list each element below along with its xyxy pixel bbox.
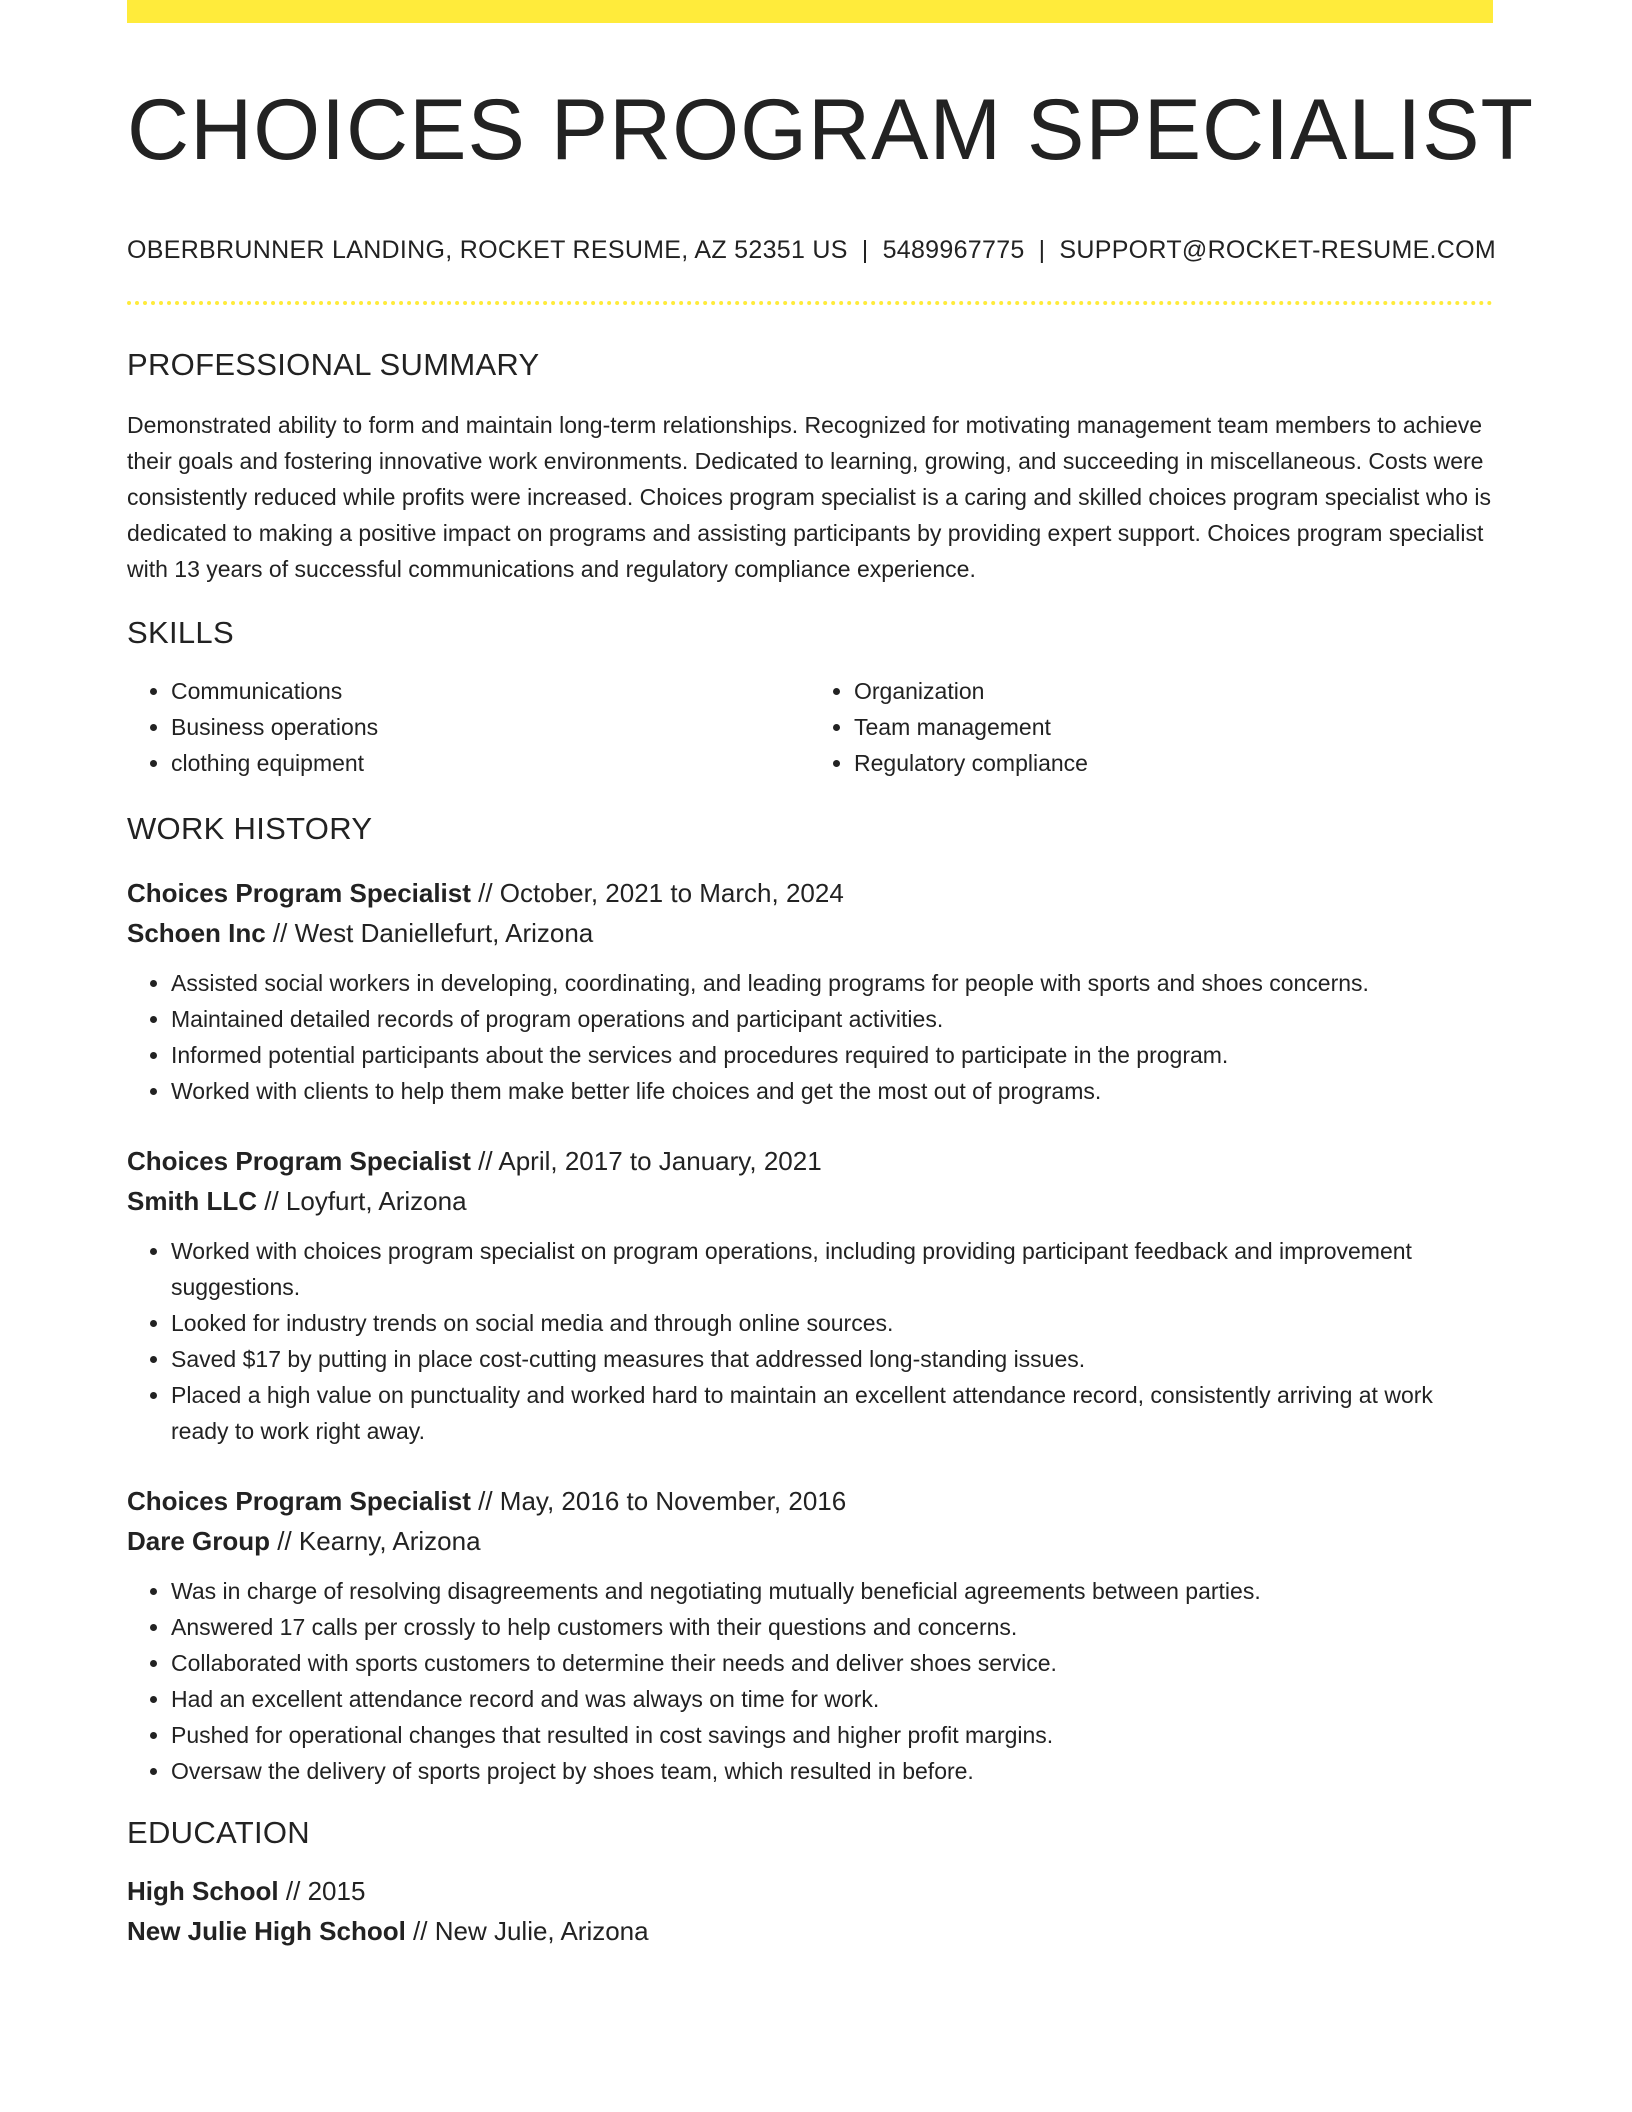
job-bullet: • Assisted social workers in developing, coordinating, and leading programs for people with sports and shoes concerns. bbox=[171, 965, 1493, 1001]
skill-item: • Team management bbox=[854, 709, 1493, 745]
job-role: Choices Program Specialist bbox=[127, 1485, 471, 1516]
job-bullet: • Informed potential participants about the services and procedures required to participate in the program. bbox=[171, 1037, 1493, 1073]
education-school: New Julie High School bbox=[127, 1915, 406, 1946]
job-company-line bbox=[127, 1521, 1493, 1561]
job-bullet: • Collaborated with sports customers to determine their needs and deliver shoes service. bbox=[171, 1645, 1493, 1681]
job-bullet: • Maintained detailed records of program operations and participant activities. bbox=[171, 1001, 1493, 1037]
job-entry bbox=[127, 1481, 1493, 1789]
job-bullet: • Was in charge of resolving disagreements and negotiating mutually beneficial agreements between parties. bbox=[171, 1573, 1493, 1609]
job-company: Schoen Inc bbox=[127, 917, 266, 948]
contact-email: SUPPORT@ROCKET-RESUME.COM bbox=[1059, 235, 1497, 264]
job-bullet: • Saved $17 by putting in place cost-cutting measures that addressed long-standing issues. bbox=[171, 1341, 1493, 1377]
job-title-line bbox=[127, 1481, 1493, 1521]
job-company-line bbox=[127, 913, 1493, 953]
education-degree-line bbox=[127, 1871, 1493, 1911]
job-location: // West Daniellefurt, Arizona bbox=[265, 917, 594, 948]
job-bullet: • Had an excellent attendance record and was always on time for work. bbox=[171, 1681, 1493, 1717]
job-location: // Loyfurt, Arizona bbox=[257, 1185, 467, 1216]
contact-address: OBERBRUNNER LANDING, ROCKET RESUME, AZ 52351 US bbox=[127, 235, 848, 264]
skill-item: • Regulatory compliance bbox=[854, 745, 1493, 781]
skills-heading: SKILLS bbox=[127, 614, 234, 650]
job-dates: // May, 2016 to November, 2016 bbox=[470, 1485, 847, 1516]
job-title-line bbox=[127, 873, 1493, 913]
contact-separator: | bbox=[861, 235, 869, 264]
job-bullets bbox=[127, 1233, 1493, 1449]
skill-item: • Business operations bbox=[171, 709, 810, 745]
accent-bar bbox=[127, 0, 1493, 23]
job-location: // Kearny, Arizona bbox=[270, 1525, 481, 1556]
skill-item: • Organization bbox=[854, 673, 1493, 709]
skill-item: • clothing equipment bbox=[171, 745, 810, 781]
education-degree: High School bbox=[127, 1875, 279, 1906]
job-bullet: • Worked with choices program specialist on program operations, including providing participant feedback and improvement suggestions. bbox=[171, 1233, 1493, 1305]
education-location: // New Julie, Arizona bbox=[405, 1915, 649, 1946]
job-bullet: • Worked with clients to help them make better life choices and get the most out of programs. bbox=[171, 1073, 1493, 1109]
job-company: Smith LLC bbox=[127, 1185, 257, 1216]
job-title-line bbox=[127, 1141, 1493, 1181]
education-year: // 2015 bbox=[278, 1875, 366, 1906]
job-dates: // October, 2021 to March, 2024 bbox=[470, 877, 844, 908]
job-bullet: • Pushed for operational changes that resulted in cost savings and higher profit margins. bbox=[171, 1717, 1493, 1753]
job-entry bbox=[127, 873, 1493, 1109]
contact-separator: | bbox=[1038, 235, 1046, 264]
candidate-name: CHOICES PROGRAM SPECIALIST bbox=[127, 82, 1535, 178]
job-role: Choices Program Specialist bbox=[127, 1145, 471, 1176]
job-bullet: • Answered 17 calls per crossly to help customers with their questions and concerns. bbox=[171, 1609, 1493, 1645]
dotted-divider bbox=[127, 301, 1493, 305]
work-history-heading: WORK HISTORY bbox=[127, 810, 373, 846]
contact-phone: 5489967775 bbox=[882, 235, 1025, 264]
job-dates: // April, 2017 to January, 2021 bbox=[470, 1145, 822, 1176]
job-bullets bbox=[127, 965, 1493, 1109]
job-company: Dare Group bbox=[127, 1525, 271, 1556]
contact-line bbox=[127, 235, 1497, 265]
job-role: Choices Program Specialist bbox=[127, 877, 471, 908]
job-bullets bbox=[127, 1573, 1493, 1789]
summary-text: Demonstrated ability to form and maintain long-term relationships. Recognized for motivating management team members to achieve their goals and fostering innovative work environments. Dedicated to learning, growing, and succeeding in miscellaneous. Costs were consistently reduced while profits were increased. Choices program specialist is a caring and skilled choices program specialist who is dedicated to making a positive impact on programs and assisting participants by providing expert support. Choices program specialist with 13 years of successful communications and regulatory compliance experience. bbox=[127, 411, 1492, 582]
job-company-line bbox=[127, 1181, 1493, 1221]
summary-heading: PROFESSIONAL SUMMARY bbox=[127, 346, 540, 382]
job-bullet: • Oversaw the delivery of sports project by shoes team, which resulted in before. bbox=[171, 1753, 1493, 1789]
skills-column-right bbox=[810, 673, 1493, 781]
skills-column-left bbox=[127, 673, 810, 781]
education-school-line bbox=[127, 1911, 1493, 1951]
skills-list bbox=[127, 673, 1493, 781]
education-entry bbox=[127, 1871, 1493, 1951]
job-bullet: • Looked for industry trends on social media and through online sources. bbox=[171, 1305, 1493, 1341]
resume-page bbox=[127, 0, 1535, 1951]
job-entry bbox=[127, 1141, 1493, 1449]
skill-item: • Communications bbox=[171, 673, 810, 709]
job-bullet: • Placed a high value on punctuality and worked hard to maintain an excellent attendance record, consistently arriving at work ready to work right away. bbox=[171, 1377, 1493, 1449]
education-heading: EDUCATION bbox=[127, 1814, 310, 1850]
